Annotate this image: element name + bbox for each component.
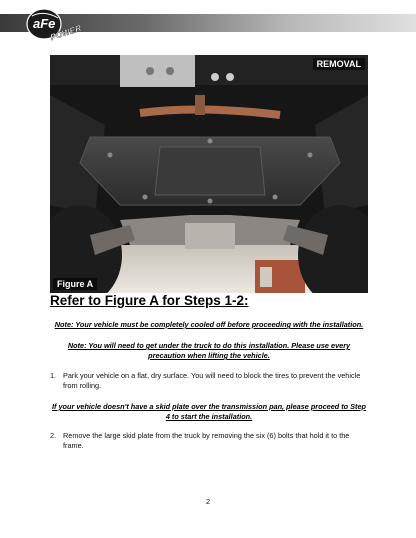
step-1	[50, 371, 368, 391]
section-heading: Refer to Figure A for Steps 1-2:	[50, 293, 249, 308]
removal-label: REMOVAL	[313, 58, 365, 70]
afe-power-logo	[24, 6, 86, 42]
step-1-number: 1.	[50, 371, 57, 380]
page-number: 2	[205, 497, 211, 506]
step-2	[50, 431, 368, 451]
step-1-text: Park your vehicle on a flat, dry surface. You will need to block the tires to prevent the vehicle from rolling.	[63, 371, 361, 390]
skid-plate-note: If your vehicle doesn't have a skid plate over the transmission pan, please proceed to Step 4 to start the installation.	[52, 402, 366, 421]
figure-caption-label: Figure A	[53, 278, 97, 290]
lifting-note: Note: You will need to get under the truck to do this installation. Please use every precaution when lifting the vehicle.	[67, 341, 351, 360]
undercarriage-photo	[50, 55, 368, 293]
step-2-number: 2.	[50, 431, 57, 440]
logo-text-top: aFe	[33, 16, 56, 31]
step-2-text: Remove the large skid plate from the truck by removing the six (6) bolts that hold it to the frame.	[63, 431, 350, 450]
cooling-note: Note: Your vehicle must be completely cooled off before proceeding with the installation.	[54, 320, 364, 329]
figure-a-photo	[50, 55, 368, 293]
logo-text-bottom: POWER	[48, 22, 83, 42]
